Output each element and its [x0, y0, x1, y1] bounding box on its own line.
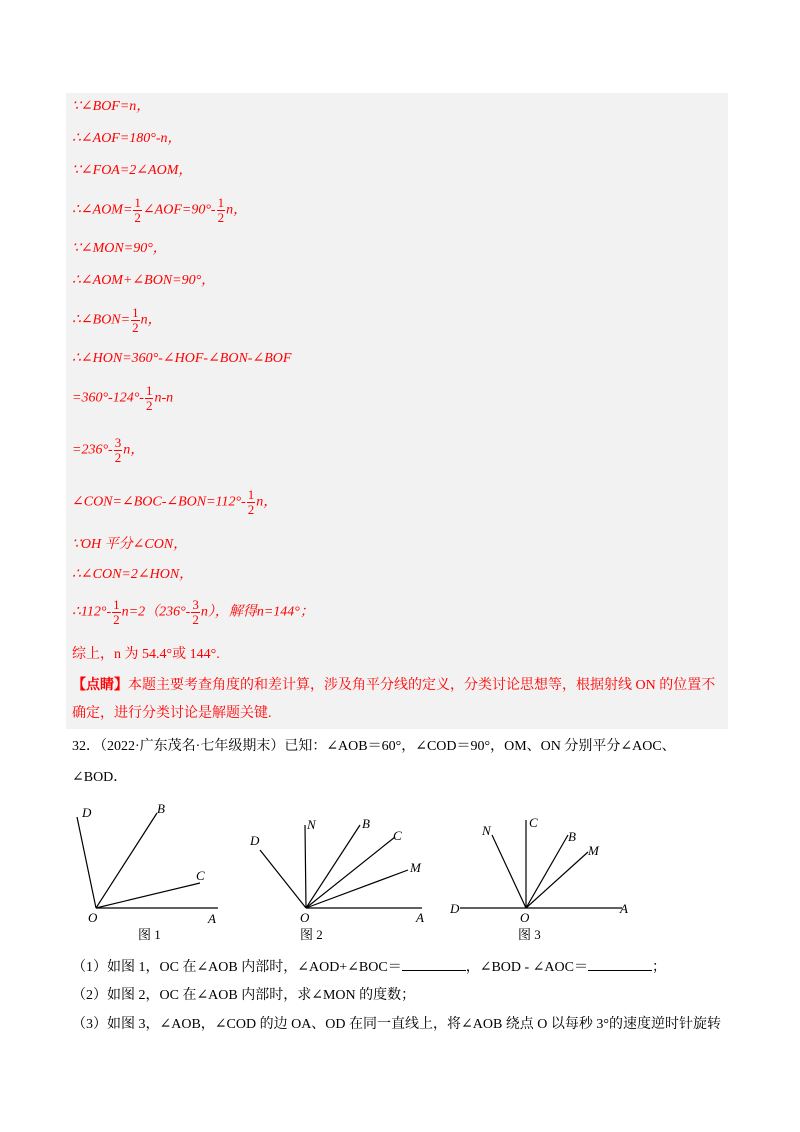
fraction-numerator: 3	[114, 435, 122, 450]
fraction-numerator: 1	[247, 487, 255, 502]
solution-line: ∴∠AOF=180°-n，	[72, 131, 182, 146]
fig1-label-a: A	[208, 911, 216, 926]
fig3-label-b: B	[568, 829, 576, 844]
text-segment: n，	[226, 202, 248, 218]
fig1-caption: 图 1	[138, 927, 161, 942]
solution-line: ∵∠MON=90°，	[72, 241, 167, 256]
text-segment: n，	[123, 442, 145, 458]
text-segment: =236°-	[72, 442, 113, 458]
text-segment: ，∠BOD - ∠AOC＝	[465, 960, 588, 975]
fig2-ray-on	[305, 825, 306, 908]
question-title-cont: ∠BOD．	[72, 770, 128, 785]
text-segment: ∴∠BON=	[72, 312, 131, 328]
fraction	[133, 196, 142, 225]
fraction-denominator: 2	[192, 612, 199, 627]
fraction	[191, 598, 200, 627]
fig2-label-n: N	[307, 817, 316, 832]
fraction-numerator: 1	[132, 305, 139, 320]
fig1-label-d: D	[82, 805, 92, 820]
solution-line-hon3	[72, 436, 144, 465]
fig2-label-c: C	[393, 828, 402, 843]
note-paragraph	[72, 672, 722, 728]
text-segment: ∴∠AOM=	[72, 202, 133, 218]
fraction-numerator: 3	[192, 597, 199, 612]
question-title: 32．（2022·广东茂名·七年级期末）已知：∠AOB＝60°，∠COD＝90°，OM、ON 分别平分∠AOC、	[72, 739, 676, 754]
text-segment: n=144°；	[256, 604, 314, 620]
fraction-numerator: 1	[145, 383, 153, 398]
text-segment: n-n	[154, 390, 174, 406]
answer-blank[interactable]	[588, 958, 652, 971]
text-segment: ∠CON=∠BOC-∠BON=112°-	[72, 494, 246, 510]
fig1-label-c: C	[196, 868, 205, 883]
fraction-denominator: 2	[113, 612, 120, 627]
fig2-label-a: A	[416, 910, 424, 925]
text-segment: ；	[651, 960, 666, 975]
fig1-ray-ob	[96, 813, 157, 908]
fig3-label-m: M	[588, 843, 599, 858]
solution-line-bon	[72, 306, 162, 335]
text-segment: ∠AOF=90°-	[142, 202, 216, 218]
solution-line: ∵∠FOA=2∠AOM，	[72, 163, 193, 178]
fraction	[112, 598, 121, 627]
fraction-denominator: 2	[247, 502, 255, 517]
fig1-ray-od	[77, 817, 96, 908]
solution-line-con	[72, 488, 277, 517]
question-part-2: （2）如图 2，OC 在∠AOB 内部时，求∠MON 的度数；	[72, 988, 416, 1003]
solution-line: ∴∠CON=2∠HON，	[72, 567, 194, 582]
fraction	[131, 306, 140, 335]
fig2-label-o: O	[300, 910, 310, 925]
solution-line: ∵OH 平分∠CON，	[72, 537, 188, 552]
question-part-1	[72, 958, 666, 977]
text-segment: n，	[256, 494, 278, 510]
solution-line: ∵∠BOF=n，	[72, 99, 151, 114]
fraction	[247, 488, 256, 517]
text-segment: n，	[140, 312, 162, 328]
fig2-label-m: M	[410, 860, 421, 875]
fig2-ray-ob	[306, 825, 360, 908]
fig3-label-c: C	[529, 815, 538, 830]
fig2-ray-oc	[306, 837, 395, 908]
fraction-denominator: 2	[145, 398, 153, 413]
text-segment: ∴112°-	[72, 604, 112, 620]
fig1-ray-oc	[96, 883, 200, 908]
fraction-denominator: 2	[114, 450, 122, 465]
solution-line-aom	[72, 196, 247, 225]
solution-line: ∴∠HON=360°-∠HOF-∠BON-∠BOF	[72, 351, 292, 366]
fraction-numerator: 1	[113, 597, 120, 612]
fig3-label-o: O	[520, 910, 530, 925]
note-text: 本题主要考查角度的和差计算，涉及角平分线的定义，分类讨论思想等，根据射线 ON 的位置不确定，进行分类讨论是解题关键.	[72, 678, 716, 721]
solution-summary: 综上，n 为 54.4°或 144°.	[72, 647, 220, 662]
fig3-label-d: D	[450, 901, 460, 916]
fraction-numerator: 1	[217, 195, 225, 210]
solution-line: ∴∠AOM+∠BON=90°，	[72, 273, 216, 288]
fraction	[217, 196, 226, 225]
text-segment: n=2（236°-	[121, 604, 191, 620]
question-part-3: （3）如图 3，∠AOB，∠COD 的边 OA、OD 在同一直线上，将∠AOB 绕点 O 以每秒 3°的速度逆时针旋转	[72, 1017, 722, 1032]
fig1-label-b: B	[157, 801, 165, 816]
fraction-denominator: 2	[132, 320, 139, 335]
fraction	[114, 436, 123, 465]
geometry-figures	[60, 795, 740, 950]
fig2-label-d: D	[250, 833, 260, 848]
fig2-label-b: B	[362, 816, 370, 831]
fraction-denominator: 2	[217, 210, 225, 225]
note-tag: 【点睛】	[72, 678, 128, 693]
fraction-numerator: 1	[134, 195, 141, 210]
fig2-ray-od	[260, 850, 306, 908]
text-segment: =360°-124°-	[72, 390, 144, 406]
fig2-ray-om	[306, 870, 408, 908]
solution-line-hon2	[72, 384, 173, 413]
text-segment: （1）如图 1，OC 在∠AOB 内部时，∠AOD+∠BOC＝	[72, 960, 402, 975]
fig3-caption: 图 3	[518, 927, 541, 942]
fig3-label-a: A	[620, 901, 628, 916]
fig3-label-n: N	[482, 823, 491, 838]
answer-blank[interactable]	[402, 958, 466, 971]
fraction-denominator: 2	[134, 210, 141, 225]
fig1-label-o: O	[88, 910, 98, 925]
fig3-ray-on	[492, 835, 526, 908]
solution-line-final	[72, 598, 314, 627]
fraction	[145, 384, 154, 413]
text-segment: n），解得	[200, 604, 257, 620]
fig2-caption: 图 2	[300, 927, 323, 942]
fig3-ray-ob	[526, 835, 568, 908]
fig3-ray-om	[526, 852, 588, 908]
